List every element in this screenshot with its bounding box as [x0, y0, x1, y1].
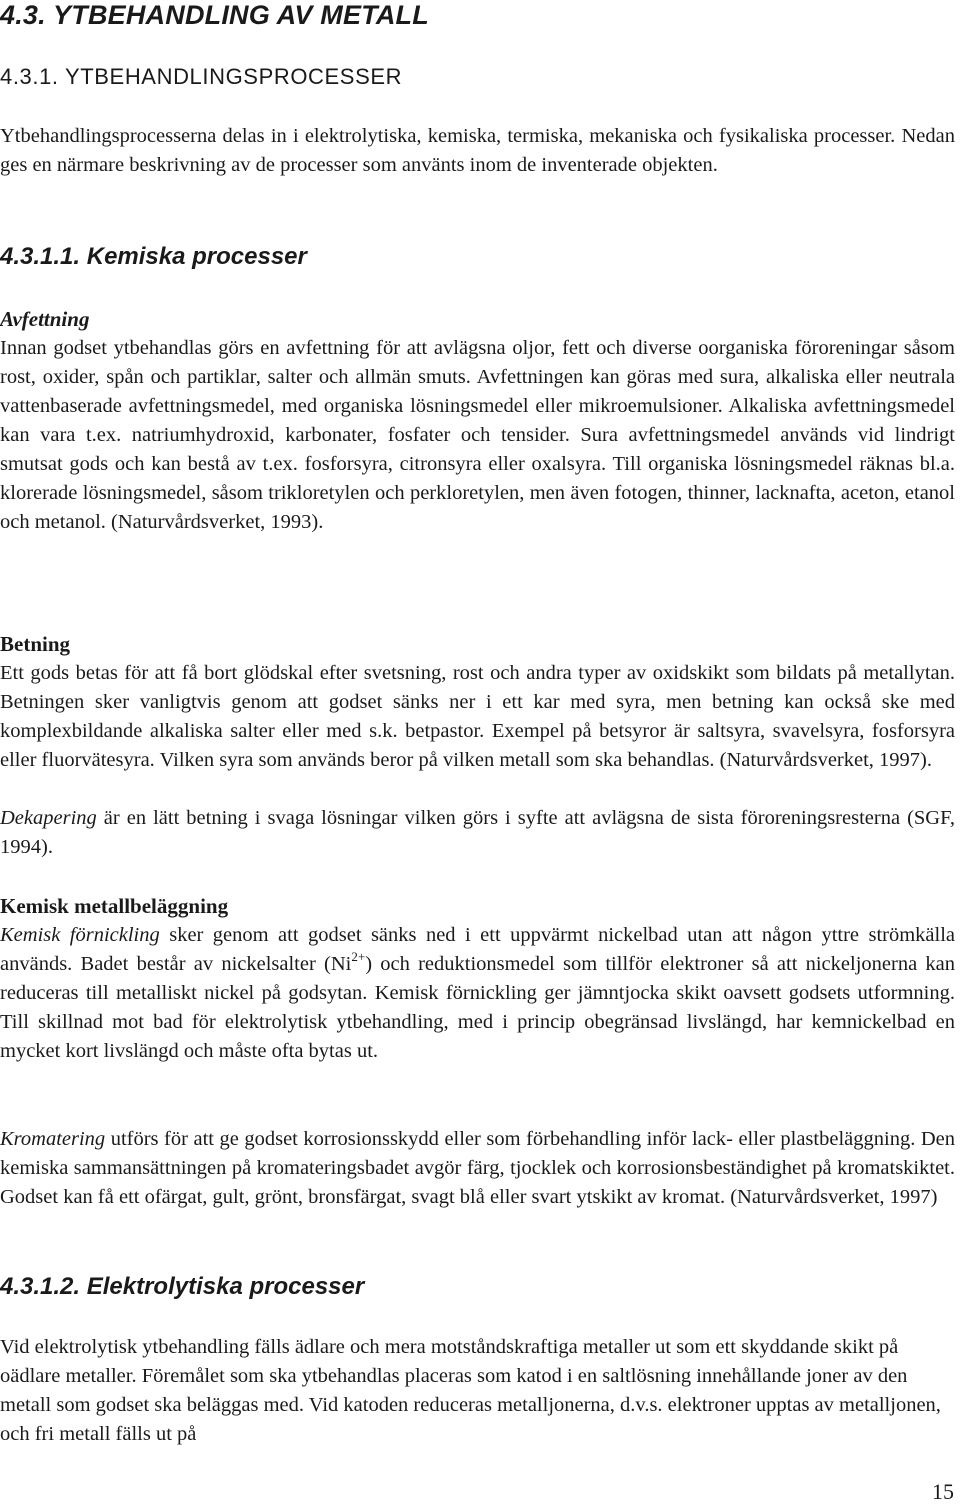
page-number: 15	[932, 1479, 954, 1504]
intro-paragraph: Ytbehandlingsprocesserna delas in i elektrolytiska, kemiska, termiska, mekaniska och fysikaliska processer. Nedan ges en närmare beskrivning av de processer som använts inom de inventerade objekten.	[0, 125, 955, 176]
section-heading: 4.3. YTBEHANDLING AV METALL	[0, 0, 429, 30]
kromatering-term: Kromatering	[0, 1128, 106, 1150]
kromatering-text: utförs för att ge godset korrosionsskydd eller som förbehandling inför lack- eller plastbeläggning. Den kemiska sammansättningen på kromateringsbadet avgör färg, tjocklek och korrosionsbeständighet på kromatskiktet. Godset kan få ett ofärgat, gult, grönt, bronsfärgat, svagt blå eller svart ytskikt av kromat. (Naturvårdsverket, 1997)	[0, 1128, 955, 1208]
betning-heading: Betning	[0, 632, 71, 656]
avfettning-paragraph: Innan godset ytbehandlas görs en avfettning för att avlägsna oljor, fett och diverse oorganiska föroreningar såsom rost, oxider, spån och partiklar, salter och allmän smuts. Avfettningen kan göras med sura, alkaliska eller neutrala vattenbaserade avfettningsmedel, med organiska lösningsmedel eller mikroemulsioner. Alkaliska avfettningsmedel kan vara t.ex. natriumhydroxid, karbonater, fosfater och tensider. Sura avfettningsmedel används vid lindrigt smutsat gods och kan bestå av t.ex. fosforsyra, citronsyra eller oxalsyra. Till organiska lösningsmedel räknas bl.a. klorerade lösningsmedel, såsom trikloretylen och perkloretylen, men även fotogen, thinner, lacknafta, aceton, etanol och metanol. (Naturvårdsverket, 1993).	[0, 337, 955, 533]
elektrolytiska-heading: 4.3.1.2. Elektrolytiska processer	[0, 1273, 365, 1300]
metallbelaggning-heading: Kemisk metallbeläggning	[0, 894, 229, 918]
dekapering-term: Dekapering	[0, 807, 97, 829]
kromatering-paragraph	[0, 1125, 955, 1212]
fornickling-paragraph	[0, 921, 955, 1066]
ion-charge-superscript: 2+	[351, 949, 366, 964]
elektrolytiska-paragraph: Vid elektrolytisk ytbehandling fälls ädlare och mera motståndskraftiga metaller ut som ett skyddande skikt på oädlare metaller. Föremålet som ska ytbehandlas placeras som katod i en saltlösning innehållande joner av den metall som godset ska beläggas med. Vid katoden reduceras metalljonerna, d.v.s. elektroner upptas av metalljonen, och fri metall fälls ut på	[0, 1336, 941, 1445]
kemiska-heading: 4.3.1.1. Kemiska processer	[0, 243, 307, 270]
fornickling-term: Kemisk förnickling	[0, 924, 160, 946]
fornickling-text-a: sker genom att godset sänks ned i ett uppvärmt nickelbad utan att någon yttre strömkälla används. Badet består av nickelsalter (Ni	[0, 924, 955, 975]
fornickling-text-b: ) och reduktionsmedel som tillför elektroner så att nickeljonerna kan reduceras till metalliskt nickel på godsytan. Kemisk förnickling ger jämntjocka skikt oavsett godsets utformning. Till skillnad mot bad för elektrolytisk ytbehandling, med i princip obegränsad livslängd, har kemnickelbad en mycket kort livslängd och måste ofta bytas ut.	[0, 953, 956, 1062]
subsection-heading: 4.3.1. YTBEHANDLINGSPROCESSER	[0, 64, 403, 89]
avfettning-heading: Avfettning	[0, 307, 90, 331]
dekapering-text: är en lätt betning i svaga lösningar vilken görs i syfte att avlägsna de sista föroreningsresterna (SGF, 1994).	[0, 807, 955, 858]
dekapering-paragraph	[0, 804, 955, 862]
betning-paragraph: Ett gods betas för att få bort glödskal efter svetsning, rost och andra typer av oxidskikt som bildats på metallytan. Betningen sker vanligtvis genom att godset sänks ner i ett kar med syra, men betning kan också ske med komplexbildande alkaliska salter eller med s.k. betpastor. Exempel på betsyror är saltsyra, svavelsyra, fosforsyra eller fluorvätesyra. Vilken syra som används beror på vilken metall som ska behandlas. (Naturvårdsverket, 1997).	[0, 662, 955, 771]
